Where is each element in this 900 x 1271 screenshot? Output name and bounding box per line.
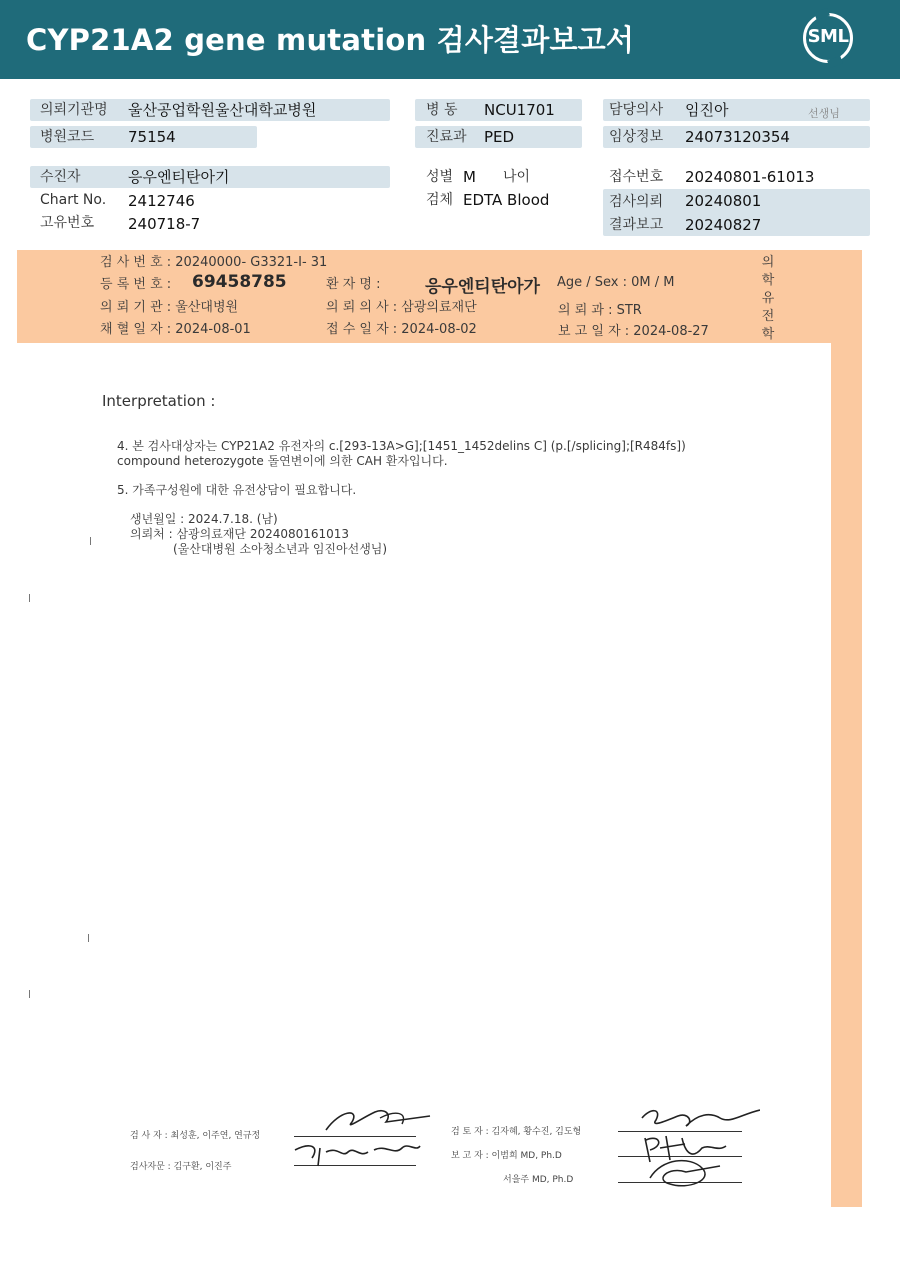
reporter2-label: 서을주 MD, Ph.D xyxy=(503,1175,574,1185)
ward-label: 병 동 xyxy=(426,102,458,118)
interpretation-line: 의뢰처 : 삼광의료재단 2024080161013 xyxy=(130,527,350,541)
specimen-label: 검체 xyxy=(426,192,454,208)
scan-dept: 의 뢰 과 : STR xyxy=(558,303,642,318)
reviewer-label: 검 토 자 : 김자혜, 황수진, 김도형 xyxy=(451,1127,582,1137)
interpretation-line: (울산대병원 소아청소년과 임진아선생님) xyxy=(173,542,388,556)
age-label: 나이 xyxy=(503,169,531,185)
scan-institution: 의 뢰 기 관 : 울산대병원 xyxy=(100,300,239,315)
interpretation-title: Interpretation : xyxy=(102,392,216,410)
scan-mark xyxy=(88,934,89,942)
chart-no-label: Chart No. xyxy=(40,192,107,208)
interpretation-line: compound heterozygote 돌연변이에 의한 CAH 환자입니다. xyxy=(117,454,448,468)
hospital-code-label: 병원코드 xyxy=(40,129,95,145)
scan-doctor: 의 뢰 의 사 : 삼광의료재단 xyxy=(326,300,477,315)
receipt-no-label: 접수번호 xyxy=(609,169,664,185)
scan-collect-date: 채 혈 일 자 : 2024-08-01 xyxy=(100,322,251,337)
institution-value: 울산공업학원울산대학교병원 xyxy=(128,101,317,119)
scan-receipt-date: 접 수 일 자 : 2024-08-02 xyxy=(326,322,477,337)
patient-label: 수진자 xyxy=(40,169,81,185)
clinical-info-label: 임상정보 xyxy=(609,129,664,145)
chart-no-value: 2412746 xyxy=(128,192,195,210)
clinical-info-value: 24073120354 xyxy=(685,128,790,146)
scan-side-band xyxy=(831,343,862,1207)
patient-value: 응우엔티탄아기 xyxy=(128,168,230,186)
doctor-label: 담당의사 xyxy=(609,102,664,118)
unique-no-label: 고유번호 xyxy=(40,215,95,231)
interpretation-line: 생년월일 : 2024.7.18. (남) xyxy=(130,512,278,526)
sex-value: M xyxy=(463,168,476,186)
receipt-no-value: 20240801-61013 xyxy=(685,168,815,186)
specimen-value: EDTA Blood xyxy=(463,191,550,209)
sex-label: 성별 xyxy=(426,169,454,185)
test-request-label: 검사의뢰 xyxy=(609,194,664,210)
scan-report-date: 보 고 일 자 : 2024-08-27 xyxy=(558,324,709,339)
result-report-value: 20240827 xyxy=(685,216,762,234)
report-header xyxy=(0,0,900,79)
doctor-value: 임진아 xyxy=(685,101,729,119)
doctor-suffix: 선생님 xyxy=(808,107,840,120)
report-title: CYP21A2 gene mutation 검사결과보고서 xyxy=(26,23,635,57)
advisor-label: 검사자문 : 김구환, 이진주 xyxy=(130,1162,232,1172)
scan-patient-name: 응우엔티탄아가 xyxy=(425,277,540,297)
scan-mark xyxy=(29,990,30,998)
interpretation-line: 4. 본 검사대상자는 CYP21A2 유전자의 c.[293-13A>G];[1451_1452delins C] (p.[/splicing];[R484fs]) xyxy=(117,439,686,453)
unique-no-value: 240718-7 xyxy=(128,215,201,233)
scan-vertical-text: 의 학 유 전 학 xyxy=(761,255,775,342)
interpretation-line: 5. 가족구성원에 대한 유전상담이 필요합니다. xyxy=(117,483,357,497)
scan-patient-label: 환 자 명 : xyxy=(326,277,381,292)
scan-test-no: 검 사 번 호 : 20240000- G3321-I- 31 xyxy=(100,255,328,270)
ward-value: NCU1701 xyxy=(484,101,555,119)
hospital-code-value: 75154 xyxy=(128,128,176,146)
scan-mark xyxy=(29,594,30,602)
scan-age-sex: Age / Sex : 0M / M xyxy=(557,275,675,290)
sml-logo: SML xyxy=(807,26,849,47)
department-label: 진료과 xyxy=(426,129,467,145)
handwritten-signatures xyxy=(290,1100,760,1195)
department-value: PED xyxy=(484,128,515,146)
scan-reg-no: 69458785 xyxy=(192,272,287,292)
scan-reg-label: 등 록 번 호 : xyxy=(100,277,172,292)
tester-label: 검 사 자 : 최성훈, 이주연, 연규정 xyxy=(130,1131,261,1141)
scan-mark xyxy=(90,537,91,545)
result-report-label: 결과보고 xyxy=(609,217,664,233)
institution-label: 의뢰기관명 xyxy=(40,102,108,118)
test-request-value: 20240801 xyxy=(685,192,762,210)
scan-body xyxy=(17,343,831,1207)
reporter-label: 보 고 자 : 이범희 MD, Ph.D xyxy=(451,1151,562,1161)
